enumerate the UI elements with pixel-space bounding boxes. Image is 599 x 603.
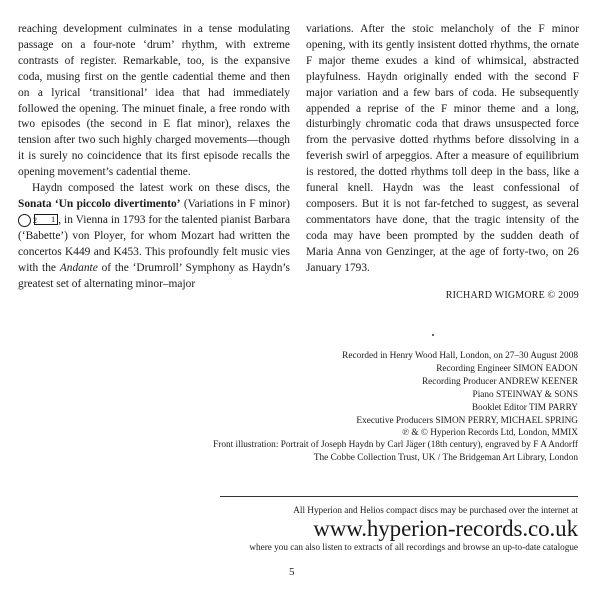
- p2-end: of the ‘Drumroll’ Symphony as Haydn’s greatest set of alternating minor–major: [18, 261, 290, 290]
- left-text-column: [18, 22, 290, 292]
- disc-number-badge: 2: [18, 214, 31, 227]
- left-paragraph-1: reaching development culminates in a tense modulating passage on a four-note ‘drum’ rhythm, with extreme contrasts of register. Remarkable, too, is the expansive coda, musing first on the gentle cadential theme and then on a lyrical ‘transitional’ idea that had immediately followed the opening. The minuet finale, a free rondo with two episodes (the second in E flat minor), relaxes the tension after two such highly charged movements—though it is surely no coincidence that its first episode recalls the opening movement’s cadential theme.: [18, 23, 290, 179]
- credit-line: Piano STEINWAY & SONS: [472, 389, 578, 400]
- website-link[interactable]: www.hyperion-records.co.uk: [313, 516, 578, 541]
- p2-intro: Haydn composed the latest work on these discs, the: [32, 182, 290, 195]
- p2-mid: , in Vienna in 1793 for the talented pianist Barbara (‘Babette’) von Ployer, for whom Mozart had written the concertos K449 and K453. This profoundly felt music vies with the: [18, 213, 290, 274]
- credit-line: ℗ & © Hyperion Records Ltd, London, MMIX: [401, 428, 578, 439]
- right-text-column: [306, 22, 579, 277]
- decorative-dot: [432, 334, 434, 336]
- page-number: 5: [289, 566, 295, 578]
- illustration-line: The Cobbe Collection Trust, UK / The Bridgeman Art Library, London: [313, 452, 578, 463]
- illustration-credit: [213, 439, 578, 465]
- credit-line: Recorded in Henry Wood Hall, London, on 27–30 August 2008: [342, 351, 578, 361]
- left-paragraph-2: [18, 181, 290, 292]
- purchase-note: All Hyperion and Helios compact discs may be purchased over the internet at: [293, 505, 578, 515]
- credit-line: Recording Engineer SIMON EADON: [436, 363, 578, 374]
- credit-line: Booklet Editor TIM PARRY: [471, 402, 578, 413]
- listen-note: where you can also listen to extracts of all recordings and browse an up-to-date catalogue: [249, 542, 578, 552]
- recording-credits: [342, 350, 578, 440]
- right-paragraph-1: variations. After the stoic melancholy of the F minor opening, with its gently insistent dotted rhythms, the ornate F major theme exudes a kind of whimsical, abstracted playfulness. Haydn originally ended with the second F major variation and a few bars of coda. He subsequently appended a reprise of the F minor theme and a long, disturbingly chromatic coda that draws unsuspected force from the pervasive dotted rhythms before dissolving in a feverish swirl of arpeggios. After a measure of equilibrium is restored, the dotted rhythms toll deep in the bass, like a funeral knell. Haydn was the least confessional of composers. But it is not far-fetched to suggest, as several commentators have done, that the tragic intensity of the coda may have been prompted by the sudden death of Maria Anna von Genzinger, at the age of forty-two, on 26 January 1793.: [306, 23, 579, 274]
- track-number-badge: 1: [34, 214, 58, 225]
- author-signature: RICHARD WIGMORE © 2009: [445, 290, 579, 301]
- sonata-title: Sonata ‘Un piccolo divertimento’: [18, 197, 181, 210]
- andante-word: Andante: [59, 261, 98, 274]
- credit-line: Recording Producer ANDREW KEENER: [421, 376, 578, 387]
- p2-key: (Variations in F minor): [180, 197, 290, 210]
- credit-line: Executive Producers SIMON PERRY, MICHAEL SPRING: [356, 415, 578, 426]
- illustration-line: Front illustration: Portrait of Joseph Haydn by Carl Jäger (18th century), engraved by F A Andorff: [213, 440, 578, 450]
- divider-rule: [220, 496, 578, 497]
